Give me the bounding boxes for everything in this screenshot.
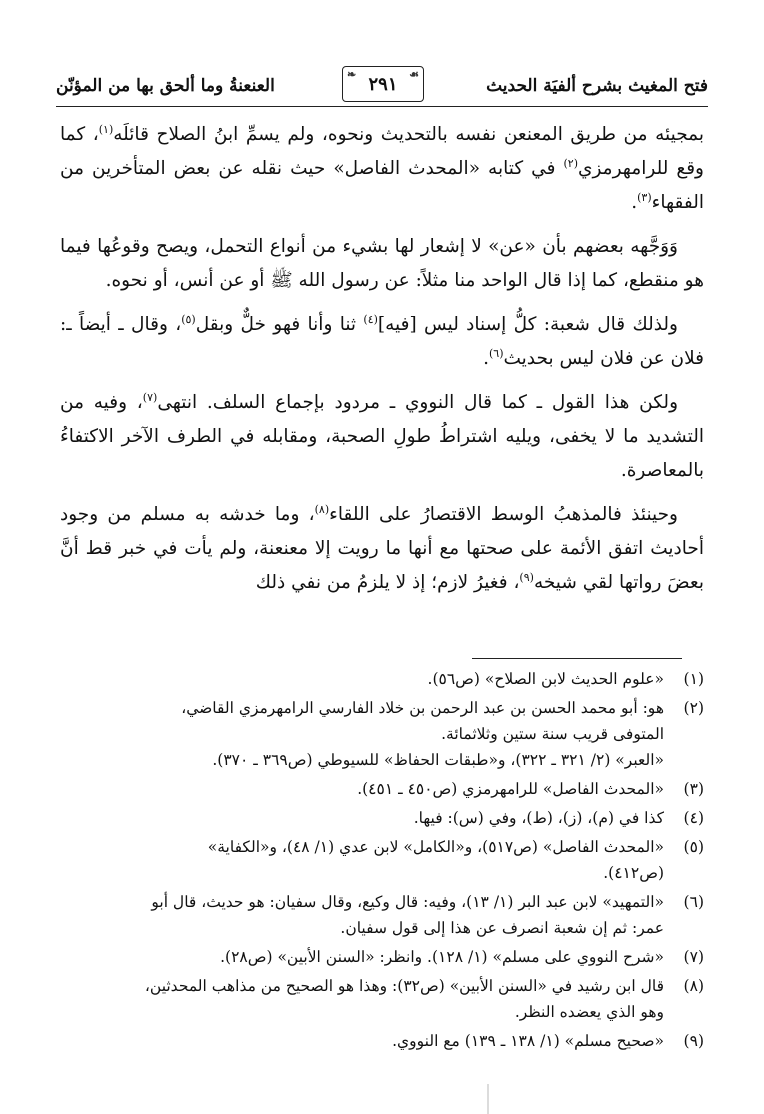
footnote-ref: (٩)	[519, 570, 534, 584]
footnote-number: (٩)	[683, 1032, 704, 1050]
ornament-icon: ☙	[409, 68, 419, 81]
footnote-line: كذا في (م)، (ز)، (ط)، وفي (س): فيها.	[413, 809, 664, 827]
footnote-8	[60, 973, 704, 1025]
ornament-icon: ❧	[347, 68, 357, 81]
footnote-number: (٧)	[683, 948, 704, 966]
footnote-ref: (١)	[98, 122, 114, 136]
footnote-3	[60, 776, 704, 802]
footnote-2	[60, 695, 704, 773]
footnote-5	[60, 834, 704, 886]
footnote-line: هو: أبو محمد الحسن بن عبد الرحمن بن خلاد الفارسي الرامهرمزي القاضي،	[181, 699, 664, 717]
footnote-ref: (٤)	[363, 312, 378, 326]
paragraph: ولذلك قال شعبة: كلُّ إسناد ليس [فيه]$^{(٤)}$ ثنا وأنا فهو خلٌّ وبقل$^{(٥)}$، وقال ـ أيضاً ـ: فلان عن فلان ليس بحديث$^{(٦)}$.	[60, 312, 704, 369]
footnote-ref: (٥)	[181, 312, 196, 326]
footnote-4	[60, 805, 704, 831]
footnote-line: «علوم الحديث لابن الصلاح» (ص٥٦).	[427, 670, 664, 688]
footnote-ref: (٣)	[637, 190, 652, 204]
paragraph: وحينئذ فالمذهبُ الوسط الاقتصارُ على اللقاء$^{(٨)}$، وما خدشه به مسلم من وجود أحاديث اتفق الأئمة على صحتها مع أنها ما رويت إلا معنعنة، ولم يأت في خبر قط أنَّ بعضَ رواتها لقي شيخه$^{(٩)}$، فغيرُ لازم؛ إذ لا يلزمُ من نفي ذلك	[60, 502, 704, 593]
footnote-rule	[472, 658, 682, 659]
running-head	[56, 66, 708, 106]
footnote-line: المتوفى قريب سنة ستين وثلاثمائة.	[441, 725, 664, 743]
footnote-line: (ص٤١٢).	[603, 864, 664, 882]
footnote-number: (٦)	[683, 893, 704, 911]
footnote-line: عمر: ثم إن شعبة انصرف عن هذا إلى قول سفيان.	[340, 919, 664, 937]
footnote-ref: (٢)	[563, 156, 578, 170]
header-rule	[56, 106, 708, 107]
footnote-6	[60, 889, 704, 941]
footnote-ref: (٦)	[488, 346, 504, 360]
footnote-line: «العبر» (٢/ ٣٢١ ـ ٣٢٢)، و«طبقات الحفاظ» للسيوطي (ص٣٦٩ ـ ٣٧٠).	[212, 751, 664, 769]
page-number: ٢٩١	[368, 73, 398, 95]
book-title: فتح المغيث بشرح ألفيَة الحديث	[486, 76, 708, 96]
footnote-number: (٥)	[683, 838, 704, 856]
footnote-line: قال ابن رشيد في «السنن الأبين» (ص٣٢): وهذا هو الصحيح من مذاهب المحدثين،	[144, 977, 664, 995]
section-title: العنعنةُ وما ألحق بها من المؤنّن	[56, 76, 275, 96]
footnote-line: «شرح النووي على مسلم» (١/ ١٢٨). وانظر: «السنن الأبين» (ص٢٨).	[220, 948, 664, 966]
page-number-frame	[342, 66, 424, 102]
footnote-line: «التمهيد» لابن عبد البر (١/ ١٣)، وفيه: قال وكيع، وقال سفيان: هو حديث، قال أبو	[151, 893, 664, 911]
scan-artifact	[487, 1084, 489, 1114]
footnote-line: «المحدث الفاصل» للرامهرمزي (ص٤٥٠ ـ ٤٥١).	[357, 780, 664, 798]
paragraph: ولكن هذا القول ـ كما قال النووي ـ مردود بإجماع السلف. انتهى$^{(٧)}$، وفيه من التشديد ما لا يخفى، ويليه اشتراطُ طولِ الصحبة، ومقابله في الطرف الآخر الاكتفاءُ بالمعاصرة.	[60, 390, 704, 481]
footnote-1	[60, 666, 704, 692]
footnote-number: (٤)	[683, 809, 704, 827]
footnote-number: (٨)	[683, 977, 704, 995]
footnote-line: وهو الذي يعضده النظر.	[514, 1003, 664, 1021]
footnote-line: «المحدث الفاصل» (ص٥١٧)، و«الكامل» لابن عدي (١/ ٤٨)، و«الكفاية»	[207, 838, 664, 856]
footnote-7	[60, 944, 704, 970]
footnote-ref: (٨)	[314, 502, 330, 516]
paragraph: بمجيئه من طريق المعنعن نفسه بالتحديث ونحوه، ولم يسمِّ ابنُ الصلاح قائلَه$^{(١)}$، كما وقع للرامهرمزي$^{(٢)}$ في كتابه «المحدث الفاصل» حيث نقله عن بعض المتأخرين من الفقهاء$^{(٣)}$.	[60, 122, 704, 213]
footnote-line: «صحيح مسلم» (١/ ١٣٨ ـ ١٣٩) مع النووي.	[392, 1032, 664, 1050]
footnote-number: (٣)	[683, 780, 704, 798]
main-text	[60, 118, 704, 610]
footnotes	[60, 666, 704, 1057]
footnote-9	[60, 1028, 704, 1054]
footnote-ref: (٧)	[142, 390, 158, 404]
footnote-number: (٢)	[683, 699, 704, 717]
footnote-number: (١)	[683, 670, 704, 688]
paragraph: وَوَجَّهه بعضهم بأن «عن» لا إشعار لها بشيء من أنواع التحمل، ويصح وقوعُها فيما هو منقطع، كما إذا قال الواحد منا مثلاً: عن رسول الله ﷺ أو عن أنس، أو نحوه.	[60, 236, 704, 291]
